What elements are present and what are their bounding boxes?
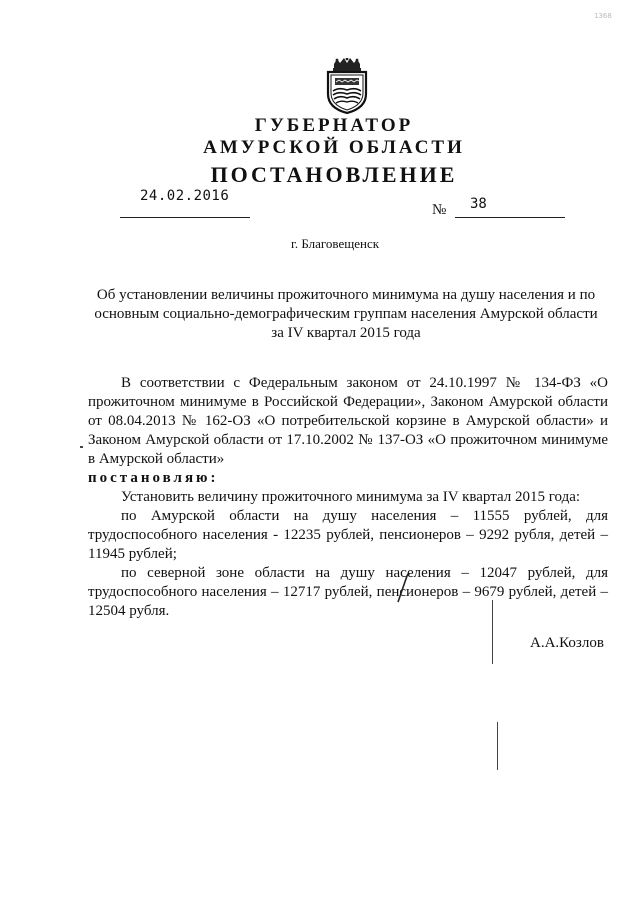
title-line: основным социально-демографическим группам населения Амурской области bbox=[94, 306, 598, 322]
number-underline bbox=[455, 217, 565, 218]
signatory-name: А.А.Козлов bbox=[530, 635, 604, 651]
issuer-region: АМУРСКОЙ ОБЛАСТИ bbox=[203, 137, 465, 158]
issuer-title: ГУБЕРНАТОР bbox=[254, 115, 414, 136]
margin-scan-mark bbox=[497, 722, 498, 770]
date-underline bbox=[120, 217, 250, 218]
number-label: № bbox=[432, 202, 447, 218]
document-body bbox=[88, 374, 608, 621]
document-title bbox=[86, 286, 606, 343]
document-type-heading: ПОСТАНОВЛЕНИЕ bbox=[210, 162, 458, 187]
pen-stroke-mark bbox=[395, 570, 411, 604]
issue-city: г. Благовещенск bbox=[290, 236, 380, 251]
margin-scan-mark bbox=[492, 600, 493, 664]
title-line: Об установлении величины прожиточного минимума на душу населения и по bbox=[96, 287, 596, 303]
document-number: 38 bbox=[470, 196, 487, 212]
item-intro-paragraph: Установить величину прожиточного минимума за IV квартал 2015 года: bbox=[121, 489, 581, 505]
item-region-paragraph: по Амурской области на душу населения – 11555 рублей, для трудоспособного населения - 12235 рублей, пенсионеров – 9292 рубля, детей – 11945 рублей; bbox=[88, 508, 608, 562]
title-line: за IV квартал 2015 года bbox=[271, 325, 421, 341]
item-north-paragraph: по северной зоне области на душу населения – 12047 рублей, для трудоспособного населения – 12717 рублей, пенсионеров – 9679 рублей, детей – 12504 рубля. bbox=[88, 565, 608, 619]
document-date: 24.02.2016 bbox=[140, 188, 230, 204]
scan-speck bbox=[80, 446, 83, 448]
preamble-paragraph: В соответствии с Федеральным законом от 24.10.1997 № 134-ФЗ «О прожиточном минимуме в Российской Федерации», Законом Амурской области от 08.04.2013 № 162-ОЗ «О потребительской корзине в Амурской области» и Законом Амурской области от 17.10.2002 № 137-ОЗ «О прожиточном минимуме в Амурской области» bbox=[88, 375, 608, 467]
coat-of-arms-icon bbox=[324, 58, 370, 114]
corner-registration-mark: 1368 bbox=[594, 12, 612, 20]
decree-word: постановляю: bbox=[88, 470, 219, 486]
